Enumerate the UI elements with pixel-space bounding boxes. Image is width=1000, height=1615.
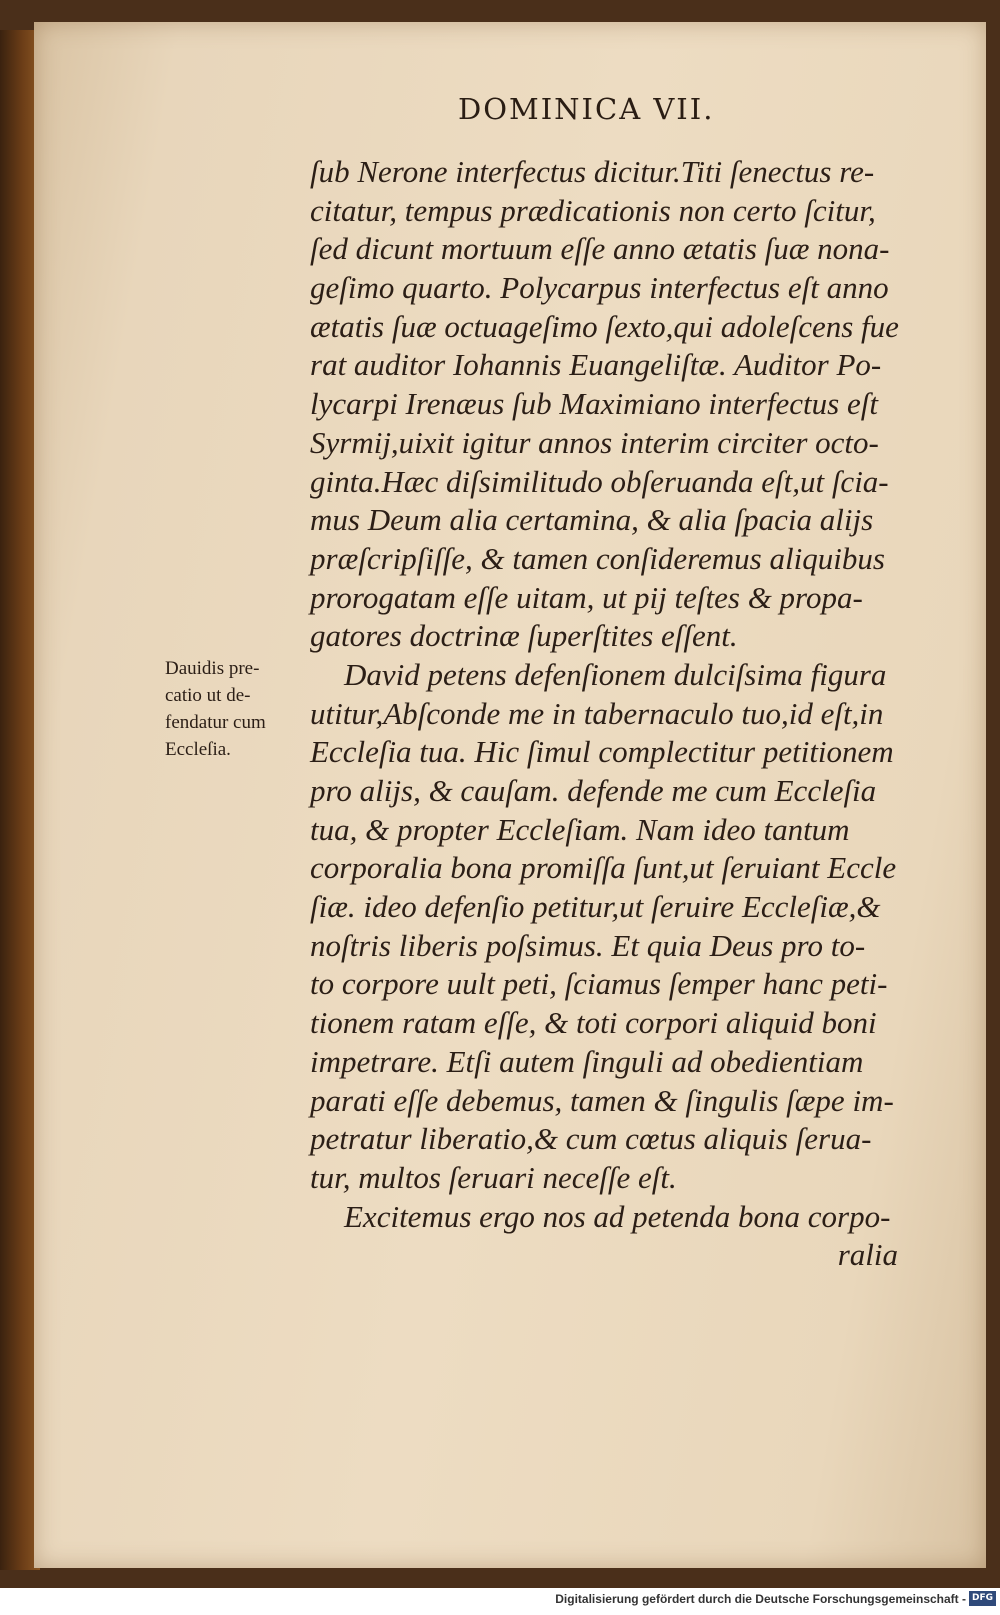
dfg-logo: DFG — [969, 1591, 996, 1606]
margin-note-line: catio ut de- — [165, 685, 251, 706]
text-line: citatur, tempus prædicationis non certo ſcitur, — [310, 192, 876, 228]
text-line: impetrare. Etſi autem ſinguli ad obedientiam — [310, 1043, 864, 1079]
margin-note-line: Dauidis pre- — [165, 658, 260, 679]
margin-note — [165, 655, 315, 763]
text-line: ſiæ. ideo defenſio petitur,ut ſeruire Eccleſiæ,& — [310, 889, 881, 925]
text-line: tionem ratam eſſe, & toti corpori aliquid boni — [310, 1005, 877, 1041]
main-text-block — [310, 153, 910, 1275]
text-line: geſimo quarto. Polycarpus interfectus eſt anno — [310, 270, 889, 306]
text-line: noſtris liberis poſsimus. Et quia Deus pro to- — [310, 927, 866, 963]
text-line: tua, & propter Eccleſiam. Nam ideo tantum — [310, 811, 850, 847]
footer-credit: Digitalisierung gefördert durch die Deutsche Forschungsgemeinschaft - — [555, 1592, 966, 1606]
text-line: Syrmij,uixit igitur annos interim circiter octo- — [310, 424, 879, 460]
text-line: corporalia bona promiſſa ſunt,ut ſeruiant Eccle — [310, 850, 897, 886]
text-line: petratur liberatio,& cum cœtus aliquis ſerua- — [310, 1121, 872, 1157]
margin-note-line: fendatur cum — [165, 712, 266, 733]
text-line: præſcripſiſſe, & tamen conſideremus aliquibus — [310, 540, 885, 576]
text-line: ætatis ſuæ octuageſimo ſexto,qui adoleſcens fue — [310, 308, 899, 344]
catchword: ralia — [837, 1237, 898, 1273]
text-line: gatores doctrinæ ſuperſtites eſſent. — [310, 618, 738, 654]
text-line: utitur,Abſconde me in tabernaculo tuo,id eſt,in — [310, 695, 884, 731]
text-line: mus Deum alia certamina, & alia ſpacia alijs — [310, 502, 874, 538]
text-line: ſed dicunt mortuum eſſe anno ætatis ſuæ nona- — [310, 231, 890, 267]
text-line: pro alijs, & cauſam. defende me cum Eccleſia — [310, 773, 877, 808]
text-line: to corpore uult peti, ſciamus ſemper hanc peti- — [310, 966, 888, 1002]
paragraph-start-line: Excitemus ergo nos ad petenda bona corpo- — [344, 1198, 891, 1234]
text-line: ſub Nerone interfectus dicitur.Titi ſenectus re- — [310, 154, 875, 189]
margin-note-line: Eccleſia. — [165, 739, 231, 760]
text-line: lycarpi Irenæus ſub Maximiano interfectus eſt — [310, 386, 878, 422]
text-line: Eccleſia tua. Hic ſimul complectitur petitionem — [310, 734, 894, 770]
running-head: DOMINICA VII. — [458, 92, 715, 126]
footer-bar — [0, 1588, 1000, 1615]
text-line: rat auditor Iohannis Euangeliſtæ. Auditor Po- — [310, 347, 882, 383]
paragraph-start-line: David petens defenſionem dulciſsima figura — [344, 656, 887, 692]
text-line: prorogatam eſſe uitam, ut pij teſtes & propa- — [310, 579, 863, 615]
text-line: parati eſſe debemus, tamen & ſingulis ſæpe im- — [310, 1082, 894, 1118]
text-line: tur, multos ſeruari neceſſe eſt. — [310, 1159, 677, 1195]
text-line: ginta.Hæc diſsimilitudo obſeruanda eſt,ut ſcia- — [310, 463, 889, 499]
